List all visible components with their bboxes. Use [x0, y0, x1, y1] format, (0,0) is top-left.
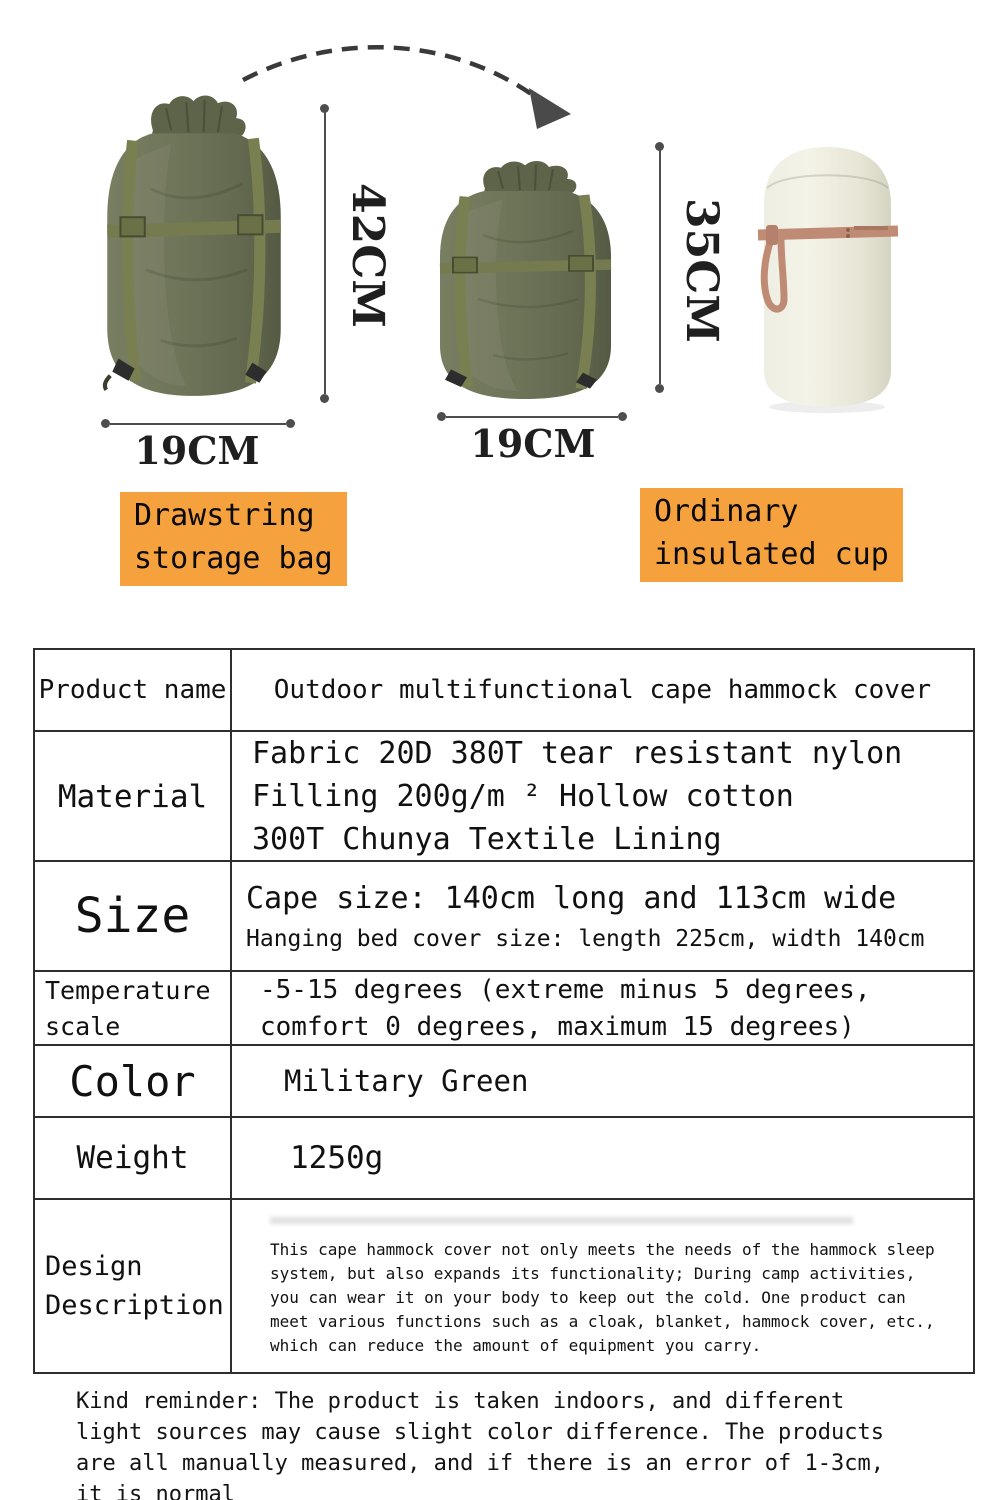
dimension-dot	[437, 412, 446, 421]
size-line-2: Hanging bed cover size: length 225cm, width 140cm	[246, 926, 925, 952]
dimension-dot	[320, 394, 329, 403]
tag-line: storage bag	[134, 541, 333, 576]
size-line-1: Cape size: 140cm long and 113cm wide	[246, 881, 897, 916]
small-bag-height-line	[659, 150, 661, 384]
design-label-line-2: Description	[45, 1290, 224, 1321]
material-value	[232, 732, 973, 861]
insulated-cup-tag	[640, 488, 903, 582]
weight-label: Weight	[35, 1118, 232, 1198]
temperature-label-line-2: scale	[45, 1012, 121, 1041]
temperature-line-2: comfort 0 degrees, maximum 15 degrees)	[260, 1012, 855, 1042]
storage-bag-small-image	[423, 155, 628, 407]
color-value: Military Green	[284, 1064, 529, 1098]
design-description-paragraph: This cape hammock cover not only meets the needs of the hammock sleep system, but also expands its functionality; During camp activities, you can wear it on your body to keep out the cold. One product can meet various functions such as a cloak, blanket, hammock cover, etc., which can reduce the amount of equipment you carry.	[270, 1239, 935, 1355]
table-row-size	[35, 860, 973, 970]
temperature-value	[232, 972, 973, 1046]
reminder-line-4: it is normal	[76, 1482, 235, 1500]
reminder-line-2: light sources may cause slight color difference. The products	[76, 1420, 884, 1445]
spec-table	[33, 648, 975, 1374]
material-label: Material	[35, 732, 232, 861]
product-name-label: Product name	[35, 650, 232, 730]
size-label: Size	[35, 862, 232, 970]
design-description-value	[232, 1200, 973, 1372]
table-row-design-description	[35, 1198, 973, 1372]
large-bag-width-line	[110, 423, 286, 425]
dimension-dot	[101, 419, 110, 428]
large-bag-width-label: 19CM	[134, 428, 260, 473]
faded-print-artifact	[270, 1217, 853, 1224]
kind-reminder-text	[76, 1386, 966, 1500]
table-row-weight	[35, 1116, 973, 1198]
table-row-material	[35, 730, 973, 860]
tag-line: Drawstring	[134, 498, 315, 533]
material-line-2: Filling 200g/m ² Hollow cotton	[252, 779, 794, 814]
temperature-label-line-1: Temperature	[45, 976, 211, 1005]
reminder-line-3: are all manually measured, and if there is an error of 1-3cm,	[76, 1451, 884, 1476]
dimension-dot	[286, 419, 295, 428]
material-line-3: 300T Chunya Textile Lining	[252, 822, 722, 857]
dimension-dot	[655, 384, 664, 393]
size-value	[232, 862, 973, 970]
small-bag-width-label: 19CM	[470, 421, 596, 466]
small-bag-height-label: 35CM	[676, 198, 727, 343]
design-label-line-1: Design	[45, 1251, 143, 1282]
color-label: Color	[35, 1046, 232, 1116]
temperature-label	[35, 972, 232, 1046]
large-bag-height-label: 42CM	[342, 183, 393, 328]
reminder-line-1: Kind reminder: The product is taken indoors, and different	[76, 1389, 845, 1414]
tag-line: Ordinary	[654, 494, 799, 529]
table-row-product-name	[35, 650, 973, 730]
table-row-color	[35, 1044, 973, 1116]
compression-arrow-icon	[215, 28, 595, 143]
dimension-dot	[618, 412, 627, 421]
weight-value: 1250g	[290, 1140, 384, 1176]
small-bag-width-line	[446, 416, 618, 418]
material-line-1: Fabric 20D 380T tear resistant nylon	[252, 736, 903, 771]
insulated-cup-image	[750, 133, 905, 415]
temperature-line-1: -5-15 degrees (extreme minus 5 degrees,	[260, 975, 871, 1005]
tag-line: insulated cup	[654, 537, 889, 572]
product-name-value: Outdoor multifunctional cape hammock cover	[273, 675, 932, 705]
table-row-temperature	[35, 970, 973, 1044]
design-description-label	[35, 1200, 232, 1372]
drawstring-bag-tag	[120, 492, 347, 586]
large-bag-height-line	[324, 112, 326, 394]
